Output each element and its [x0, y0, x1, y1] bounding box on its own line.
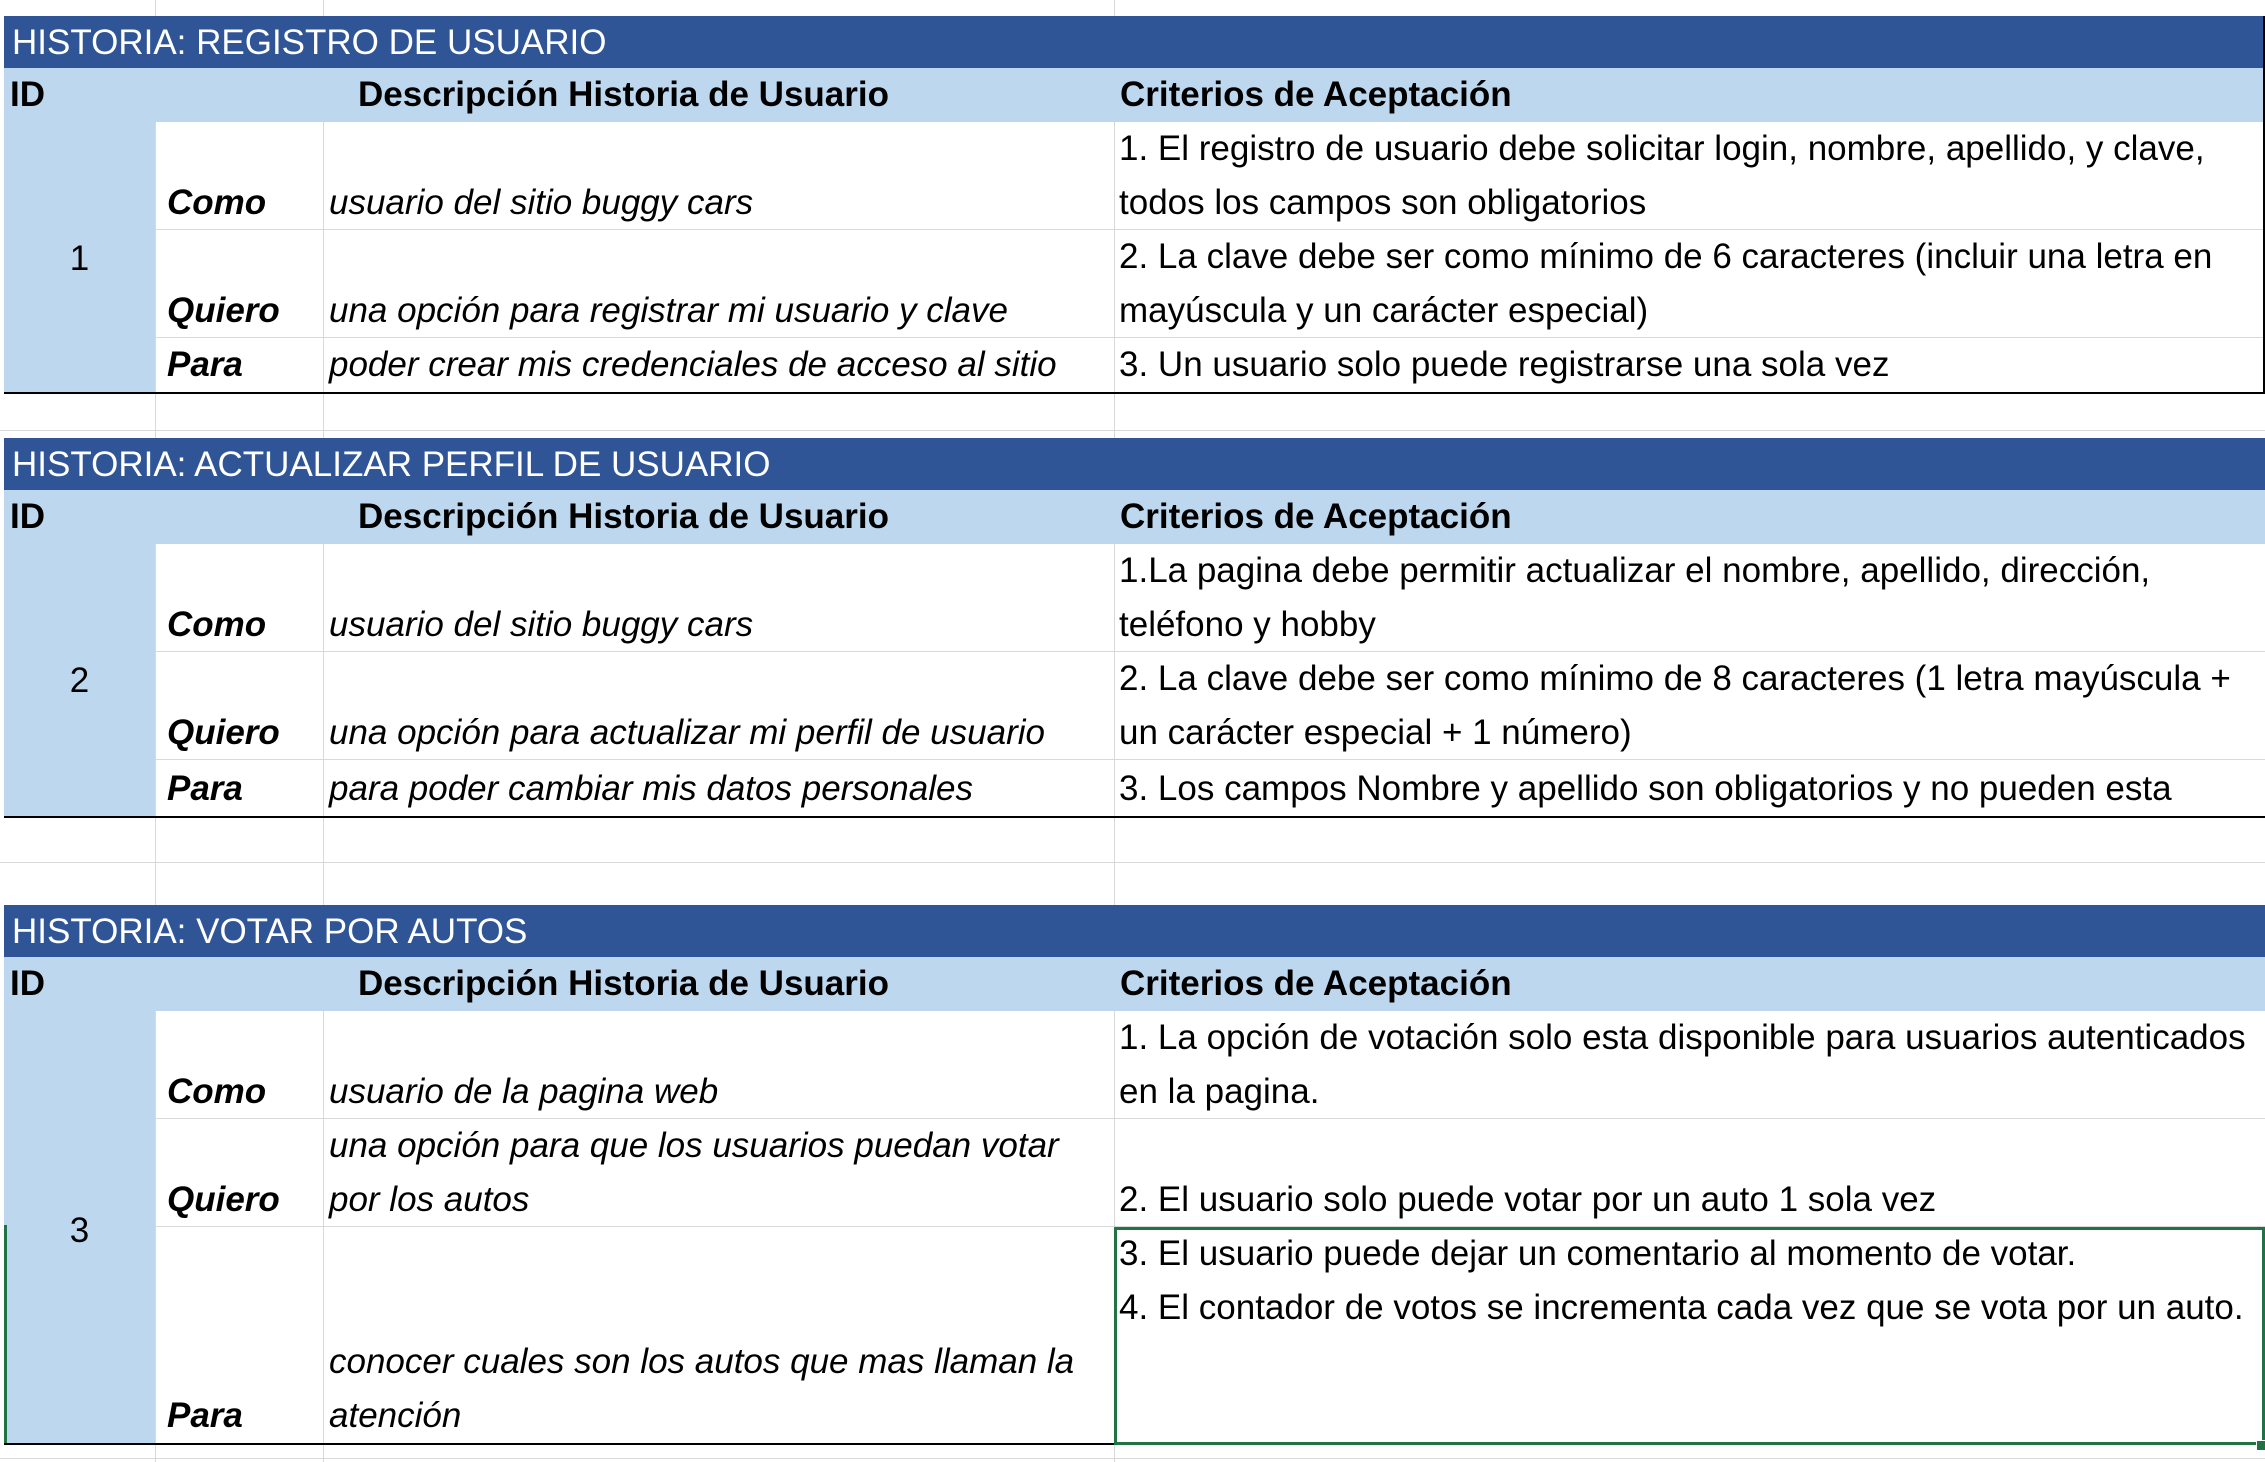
gridline	[0, 862, 2265, 863]
criteria-cell[interactable]: 1. El registro de usuario debe solicitar login, nombre, apellido, y clave, todos los campos son obligatorios	[1119, 129, 2205, 222]
header-row	[4, 957, 2265, 1011]
table-bottom-border	[4, 1443, 1116, 1445]
role-label: Quiero	[167, 1180, 280, 1219]
gridline	[0, 1458, 2265, 1459]
criteria-cell[interactable]: 3. El usuario puede dejar un comentario al momento de votar.	[1119, 1234, 2077, 1273]
table-row[interactable]	[155, 652, 2265, 760]
criteria-cell[interactable]: 2. El usuario solo puede votar por un auto 1 sola vez	[1119, 1180, 1937, 1219]
role-label: Para	[167, 345, 243, 384]
story-id: 1	[69, 239, 90, 278]
header-row	[4, 68, 2265, 122]
description-cell[interactable]: una opción para que los usuarios puedan votar por los autos	[329, 1126, 1059, 1219]
story-id: 2	[69, 661, 90, 700]
role-label: Como	[167, 183, 267, 222]
fill-handle[interactable]	[2256, 1440, 2265, 1451]
story-table-3	[4, 905, 2265, 1449]
header-criteria[interactable]: Criterios de Aceptación	[1120, 75, 1512, 114]
criteria-cell-extra[interactable]: 4. El contador de votos se incrementa cada vez que se vota por un auto.	[1119, 1288, 2244, 1327]
header-description[interactable]: Descripción Historia de Usuario	[358, 75, 889, 114]
criteria-cell[interactable]: 3. Un usuario solo puede registrarse una sola vez	[1119, 345, 1890, 384]
criteria-cell[interactable]: 1.La pagina debe permitir actualizar el nombre, apellido, dirección, teléfono y hobby	[1119, 551, 2151, 644]
description-cell[interactable]: para poder cambiar mis datos personales	[329, 769, 973, 808]
description-cell[interactable]: usuario del sitio buggy cars	[329, 605, 754, 644]
selection-accent	[4, 1225, 7, 1443]
header-id[interactable]: ID	[10, 497, 45, 536]
description-cell[interactable]: poder crear mis credenciales de acceso al sitio	[329, 345, 1057, 384]
role-label: Como	[167, 1072, 267, 1111]
id-cell[interactable]	[4, 544, 155, 816]
table-row[interactable]	[155, 1011, 2265, 1119]
criteria-cell[interactable]: 1. La opción de votación solo esta disponible para usuarios autenticados en la pagina.	[1119, 1018, 2246, 1111]
role-label: Para	[167, 769, 243, 808]
story-title[interactable]: HISTORIA: REGISTRO DE USUARIO	[4, 16, 2265, 68]
description-cell[interactable]: conocer cuales son los autos que mas llaman la atención	[329, 1342, 1075, 1435]
role-label: Para	[167, 1396, 243, 1435]
header-criteria[interactable]: Criterios de Aceptación	[1120, 964, 1512, 1003]
description-cell[interactable]: usuario de la pagina web	[329, 1072, 719, 1111]
role-label: Como	[167, 605, 267, 644]
selected-cell-highlight	[1114, 1227, 2265, 1445]
description-cell[interactable]: usuario del sitio buggy cars	[329, 183, 754, 222]
header-description[interactable]: Descripción Historia de Usuario	[358, 497, 889, 536]
header-id[interactable]: ID	[10, 964, 45, 1003]
story-table-2	[4, 438, 2265, 820]
criteria-cell[interactable]: 2. La clave debe ser como mínimo de 6 caracteres (incluir una letra en mayúscula y un carácter especial)	[1119, 237, 2213, 330]
gridline	[0, 430, 2265, 431]
table-row[interactable]	[155, 1119, 2265, 1227]
description-cell[interactable]: una opción para registrar mi usuario y clave	[329, 291, 1008, 330]
role-label: Quiero	[167, 713, 280, 752]
criteria-cell[interactable]: 3. Los campos Nombre y apellido son obligatorios y no pueden esta	[1119, 769, 2172, 808]
id-cell[interactable]	[4, 122, 155, 392]
role-label: Quiero	[167, 291, 280, 330]
story-title[interactable]: HISTORIA: VOTAR POR AUTOS	[4, 905, 2265, 957]
table-bottom-border	[4, 392, 2265, 394]
story-id: 3	[69, 1211, 90, 1250]
header-id[interactable]: ID	[10, 75, 45, 114]
table-row[interactable]	[155, 230, 2265, 338]
id-cell[interactable]	[4, 1011, 155, 1443]
header-row	[4, 490, 2265, 544]
header-criteria[interactable]: Criterios de Aceptación	[1120, 497, 1512, 536]
table-row[interactable]	[155, 338, 2265, 392]
story-table-1	[4, 16, 2265, 396]
table-bottom-border	[4, 816, 2265, 818]
criteria-cell[interactable]: 2. La clave debe ser como mínimo de 8 caracteres (1 letra mayúscula + un carácter especial + 1 número)	[1119, 659, 2231, 752]
table-row[interactable]	[155, 544, 2265, 652]
table-row[interactable]	[155, 760, 2265, 816]
table-row[interactable]	[155, 122, 2265, 230]
header-description[interactable]: Descripción Historia de Usuario	[358, 964, 889, 1003]
description-cell[interactable]: una opción para actualizar mi perfil de usuario	[329, 713, 1045, 752]
story-title[interactable]: HISTORIA: ACTUALIZAR PERFIL DE USUARIO	[4, 438, 2265, 490]
